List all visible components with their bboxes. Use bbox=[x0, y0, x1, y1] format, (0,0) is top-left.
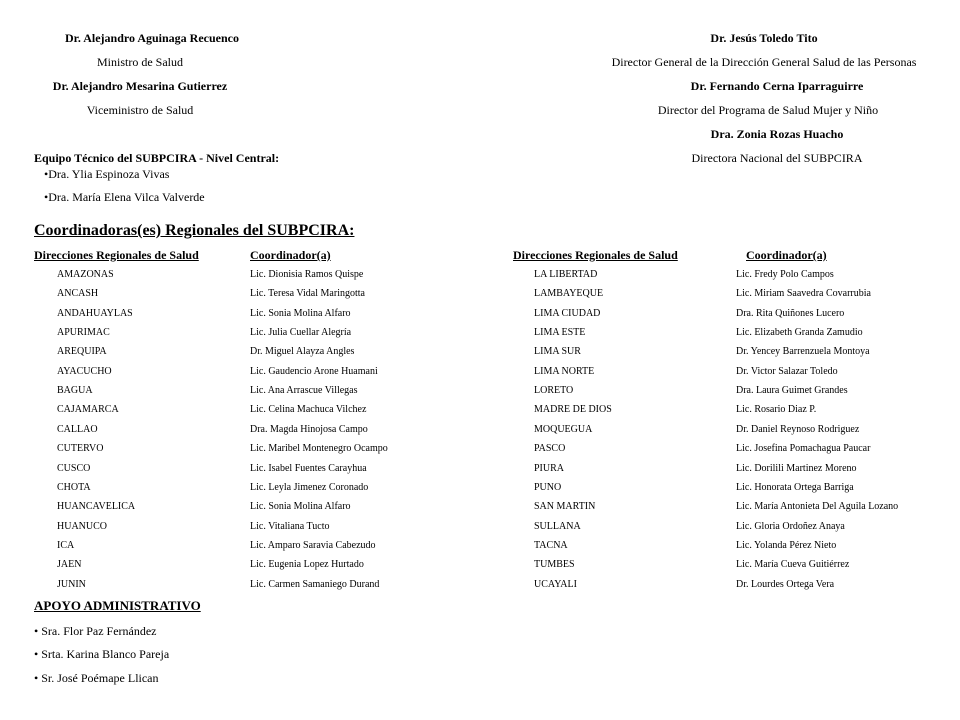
region-name: SULLANA bbox=[534, 521, 581, 532]
authority-role: Director General de la Dirección General Salud de las Personas bbox=[611, 55, 917, 69]
authority-role: Director del Programa de Salud Mujer y Niño bbox=[657, 103, 879, 117]
region-name: LAMBAYEQUE bbox=[534, 288, 604, 299]
region-name: CUSCO bbox=[57, 463, 91, 474]
region-name: JUNIN bbox=[57, 579, 86, 590]
coordinator-name: Dr. Daniel Reynoso Rodriguez bbox=[736, 424, 860, 435]
central-team-member: •Dra. Ylia Espinoza Vivas bbox=[44, 167, 170, 181]
region-name: ANCASH bbox=[57, 288, 99, 299]
region-name: PASCO bbox=[534, 443, 566, 454]
coordinator-name: Lic. Sonia Molina Alfaro bbox=[250, 501, 351, 512]
region-name: PUNO bbox=[534, 482, 562, 493]
col-header-region-left: Direcciones Regionales de Salud bbox=[34, 248, 199, 262]
coordinator-name: Lic. Vitaliana Tucto bbox=[250, 521, 330, 532]
region-name: AMAZONAS bbox=[57, 269, 114, 280]
admin-member: • Sr. José Poémape Llican bbox=[34, 671, 159, 685]
coordinator-name: Lic. Dionisia Ramos Quispe bbox=[250, 269, 364, 280]
coordinator-name: Lic. María Antonieta Del Aguila Lozano bbox=[736, 501, 899, 512]
region-name: MOQUEGUA bbox=[534, 424, 593, 435]
coordinator-name: Lic. Miriam Saavedra Covarrubia bbox=[736, 288, 871, 299]
coordinator-name: Lic. Leyla Jimenez Coronado bbox=[250, 482, 369, 493]
coordinator-name: Dra. Rita Quiñones Lucero bbox=[736, 308, 845, 319]
region-name: LIMA ESTE bbox=[534, 327, 586, 338]
coordinator-name: Lic. Carmen Samaniego Durand bbox=[250, 579, 380, 590]
region-name: APURIMAC bbox=[57, 327, 110, 338]
region-name: ANDAHUAYLAS bbox=[57, 308, 133, 319]
coordinator-name: Lic. Fredy Polo Campos bbox=[736, 269, 834, 280]
coordinator-name: Dra. Laura Guimet Grandes bbox=[736, 385, 848, 396]
coordinator-name: Lic. Elizabeth Granda Zamudio bbox=[736, 327, 863, 338]
region-name: LIMA CIUDAD bbox=[534, 308, 601, 319]
coordinator-name: Lic. Dorilili Martinez Moreno bbox=[736, 463, 857, 474]
region-name: AREQUIPA bbox=[57, 346, 107, 357]
region-name: CHOTA bbox=[57, 482, 91, 493]
region-name: HUANCAVELICA bbox=[57, 501, 136, 512]
coordinator-name: Lic. Maribel Montenegro Ocampo bbox=[250, 443, 388, 454]
central-team-member: •Dra. María Elena Vilca Valverde bbox=[44, 190, 205, 204]
coordinator-name: Lic. Josefina Pomachagua Paucar bbox=[736, 443, 871, 454]
region-name: LORETO bbox=[534, 385, 574, 396]
region-name: SAN MARTIN bbox=[534, 501, 596, 512]
authority-name: Dr. Jesús Toledo Tito bbox=[710, 31, 818, 45]
coordinator-name: Dr. Miguel Alayza Angles bbox=[250, 346, 355, 357]
region-name: PIURA bbox=[534, 463, 565, 474]
region-name: CALLAO bbox=[57, 424, 98, 435]
col-header-coordinator-left: Coordinador(a) bbox=[250, 248, 331, 262]
coordinator-name: Lic. Teresa Vidal Maringotta bbox=[250, 288, 365, 299]
authority-name: Dr. Alejandro Mesarina Gutierrez bbox=[52, 79, 228, 93]
coordinator-name: Lic. Honorata Ortega Barriga bbox=[736, 482, 854, 493]
coordinator-name: Lic. Amparo Saravia Cabezudo bbox=[250, 540, 376, 551]
coordinator-name: Lic. Celina Machuca Vilchez bbox=[250, 404, 367, 415]
authority-role: Directora Nacional del SUBPCIRA bbox=[691, 151, 863, 165]
region-name: UCAYALI bbox=[534, 579, 577, 590]
region-name: TUMBES bbox=[534, 559, 575, 570]
admin-member: • Sra. Flor Paz Fernández bbox=[34, 624, 157, 638]
coordinator-name: Lic. María Cueva Guitiérrez bbox=[736, 559, 850, 570]
coordinator-name: Dr. Victor Salazar Toledo bbox=[736, 366, 838, 377]
region-name: CAJAMARCA bbox=[57, 404, 119, 415]
coordinator-name: Lic. Gaudencio Arone Huamani bbox=[250, 366, 378, 377]
region-name: BAGUA bbox=[57, 385, 93, 396]
coordinator-name: Dr. Lourdes Ortega Vera bbox=[736, 579, 835, 590]
authority-name: Dr. Fernando Cerna Iparraguirre bbox=[690, 79, 864, 93]
region-name: HUANUCO bbox=[57, 521, 107, 532]
region-name: ICA bbox=[57, 540, 75, 551]
col-header-region-right: Direcciones Regionales de Salud bbox=[513, 248, 678, 262]
authority-name: Dr. Alejandro Aguinaga Recuenco bbox=[64, 31, 240, 45]
region-name: JAEN bbox=[57, 559, 82, 570]
coordinator-name: Lic. Isabel Fuentes Carayhua bbox=[250, 463, 367, 474]
region-name: LIMA SUR bbox=[534, 346, 581, 357]
col-header-coordinator-right: Coordinador(a) bbox=[746, 248, 827, 262]
regional-heading: Coordinadoras(es) Regionales del SUBPCIRA: bbox=[34, 222, 355, 239]
coordinator-name: Lic. Rosario Diaz P. bbox=[736, 404, 817, 415]
coordinator-name: Lic. Julia Cuellar Alegría bbox=[250, 327, 352, 338]
admin-member: • Srta. Karina Blanco Pareja bbox=[34, 647, 170, 661]
region-name: LA LIBERTAD bbox=[534, 269, 598, 280]
coordinator-name: Lic. Gloria Ordoñez Anaya bbox=[736, 521, 845, 532]
admin-heading: APOYO ADMINISTRATIVO bbox=[34, 598, 201, 613]
region-name: CUTERVO bbox=[57, 443, 104, 454]
coordinator-name: Lic. Eugenia Lopez Hurtado bbox=[250, 559, 364, 570]
coordinator-name: Lic. Sonia Molina Alfaro bbox=[250, 308, 351, 319]
region-name: LIMA NORTE bbox=[534, 366, 595, 377]
authority-name: Dra. Zonia Rozas Huacho bbox=[710, 127, 844, 141]
authority-role: Viceministro de Salud bbox=[86, 103, 194, 117]
central-team-heading: Equipo Técnico del SUBPCIRA - Nivel Central: bbox=[34, 151, 280, 165]
coordinator-name: Dr. Yencey Barrenzuela Montoya bbox=[736, 346, 870, 357]
authority-role: Ministro de Salud bbox=[97, 55, 183, 69]
coordinator-name: Dra. Magda Hinojosa Campo bbox=[250, 424, 368, 435]
region-name: AYACUCHO bbox=[57, 366, 112, 377]
region-name: MADRE DE DIOS bbox=[534, 404, 612, 415]
region-name: TACNA bbox=[534, 540, 568, 551]
coordinator-name: Lic. Yolanda Pérez Nieto bbox=[736, 540, 837, 551]
coordinator-name: Lic. Ana Arrascue Villegas bbox=[250, 385, 358, 396]
